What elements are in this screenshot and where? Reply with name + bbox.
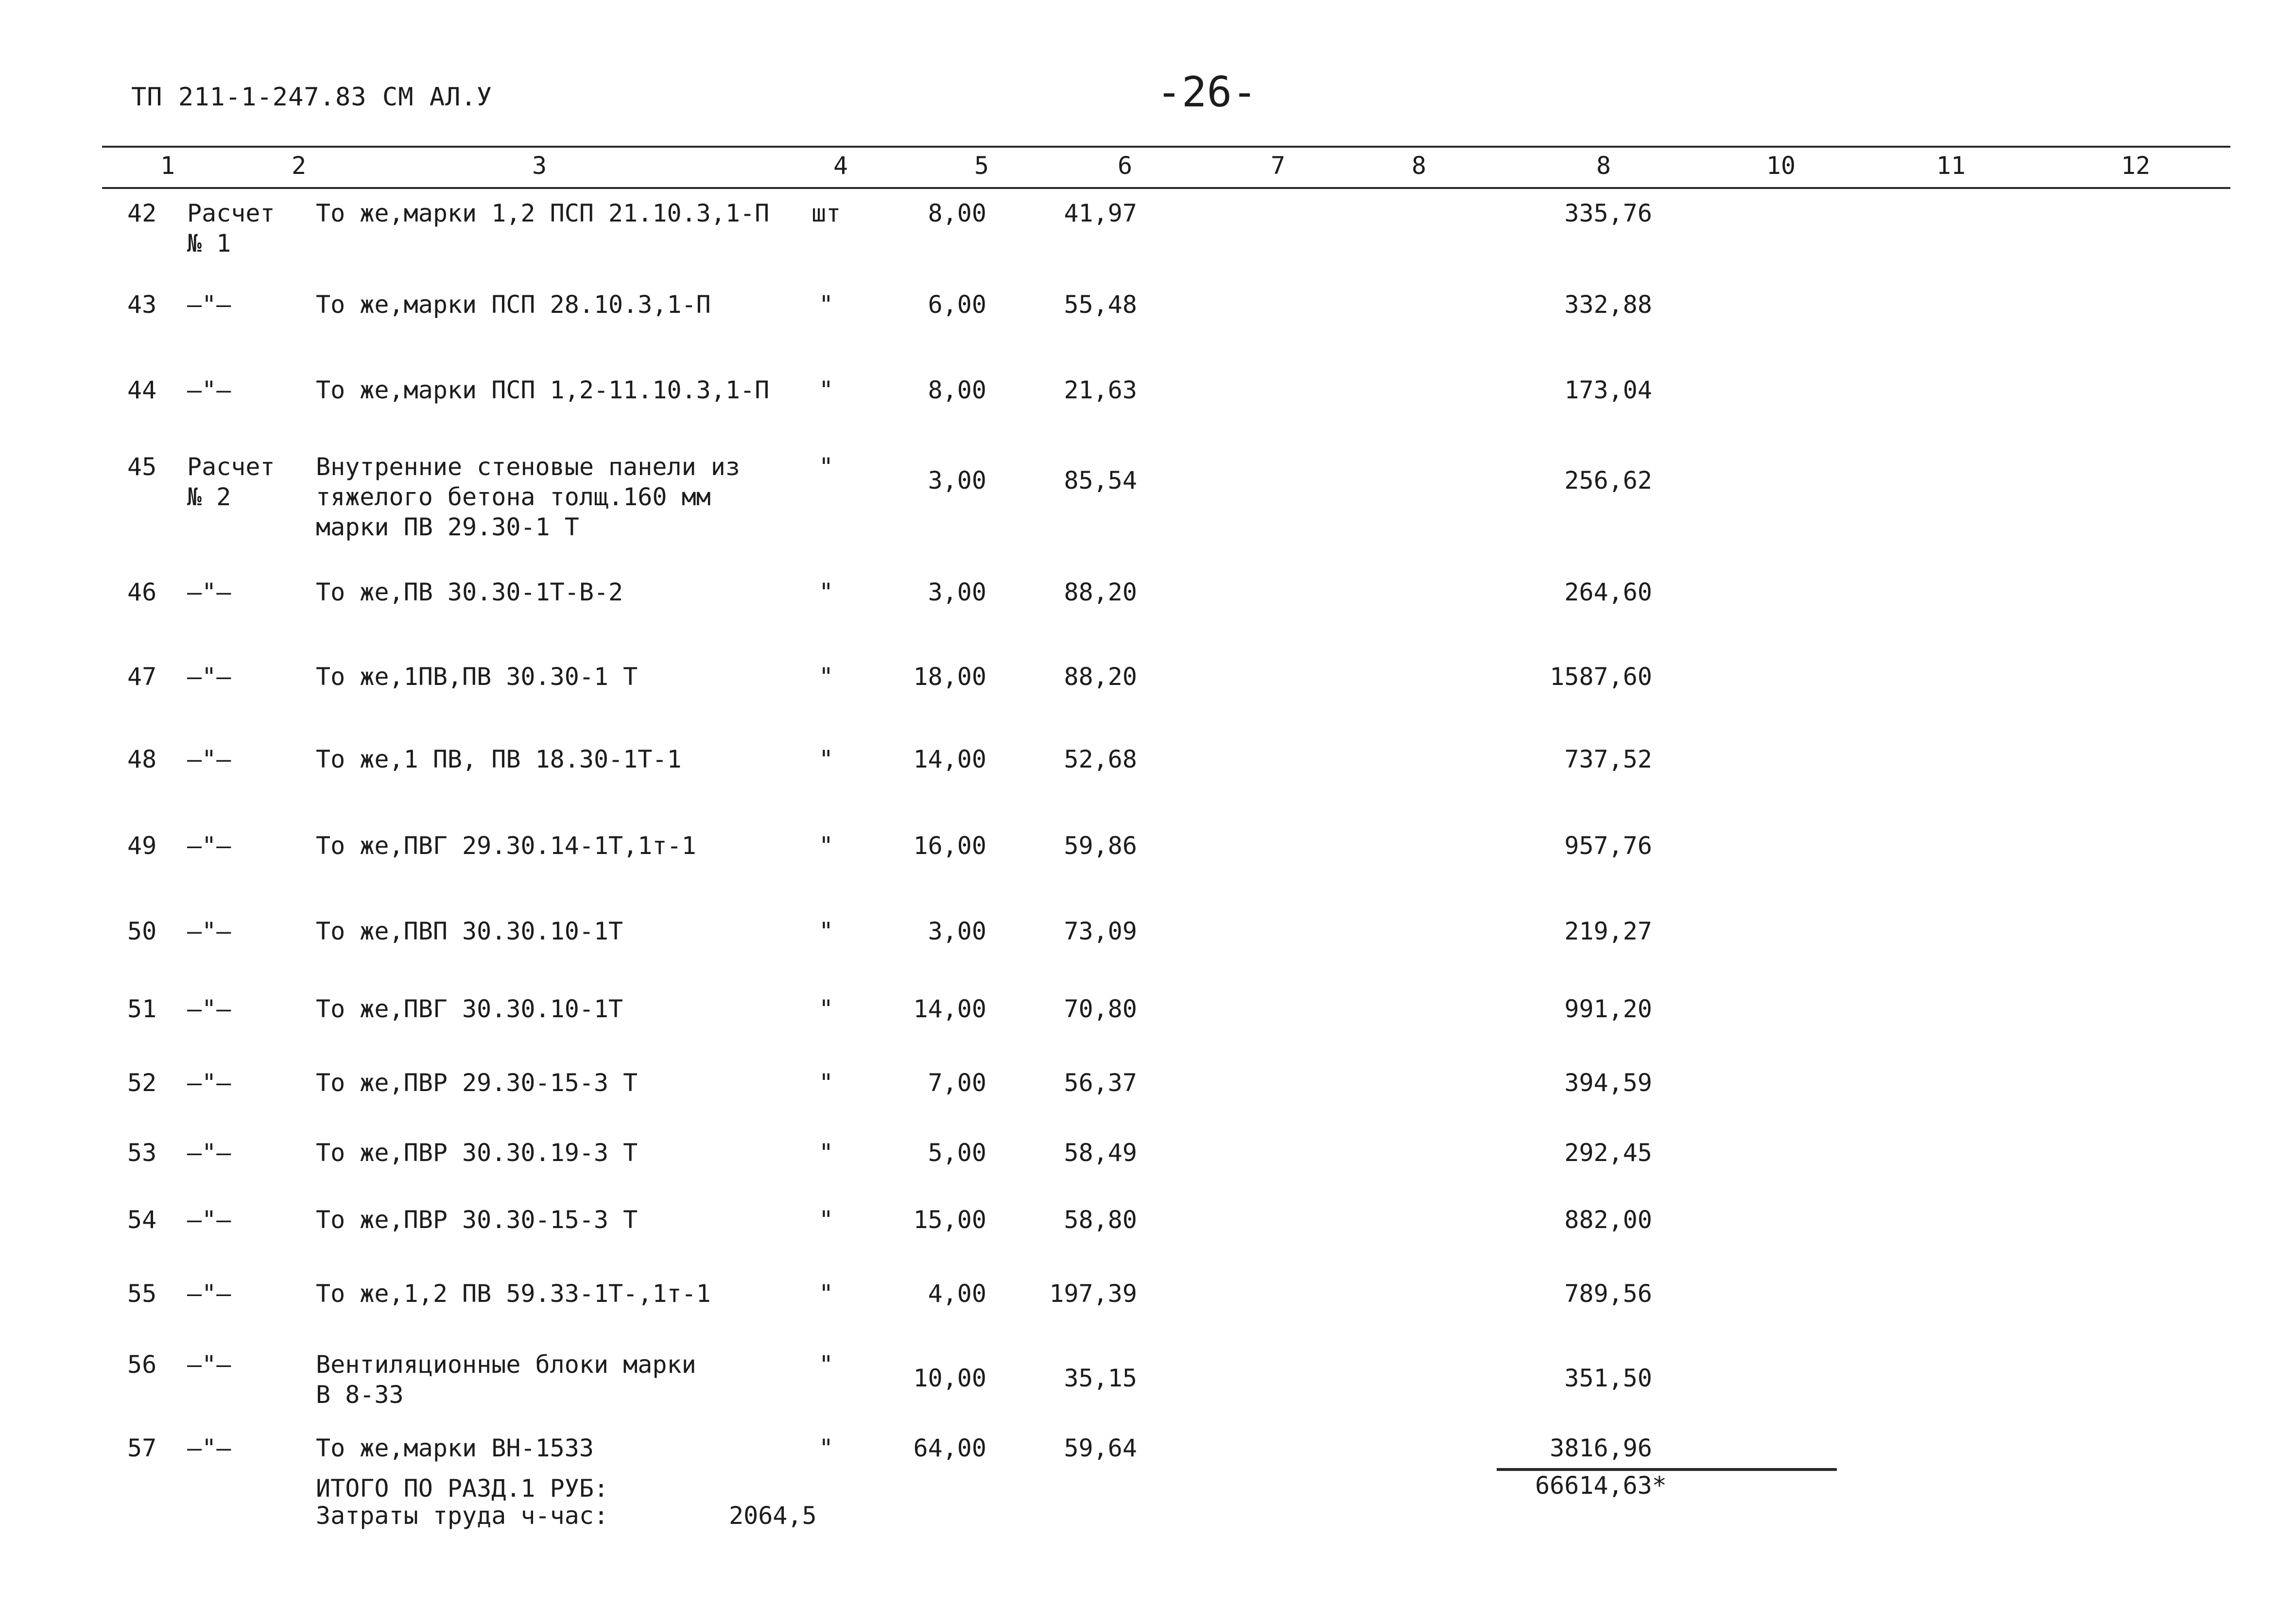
- row-description: То же,ПВ 30.30-1Т-В-2: [316, 578, 623, 606]
- row-quantity: 14,00: [913, 745, 986, 773]
- row-number: 51: [127, 995, 157, 1023]
- row-quantity: 16,00: [913, 832, 986, 860]
- row-number: 56: [127, 1350, 157, 1379]
- row-reference: Расчет № 1: [187, 199, 275, 257]
- row-unit-price: 88,20: [1064, 663, 1137, 691]
- row-unit: ": [818, 1350, 834, 1379]
- row-reference: —"—: [187, 290, 231, 319]
- row-unit: ": [818, 1434, 834, 1462]
- row-quantity: 7,00: [928, 1069, 986, 1097]
- row-total: 957,76: [1564, 832, 1652, 860]
- row-total: 264,60: [1564, 578, 1652, 606]
- row-reference: —"—: [187, 376, 231, 404]
- row-quantity: 4,00: [928, 1280, 986, 1308]
- row-number: 45: [127, 453, 157, 481]
- row-quantity: 3,00: [928, 466, 986, 495]
- row-reference: —"—: [187, 745, 231, 773]
- row-unit: ": [818, 745, 834, 773]
- row-unit: ": [818, 453, 834, 481]
- row-quantity: 64,00: [913, 1434, 986, 1462]
- row-number: 50: [127, 917, 157, 945]
- row-description: То же,ПВР 29.30-15-3 Т: [316, 1069, 638, 1097]
- row-number: 49: [127, 832, 157, 860]
- row-quantity: 8,00: [928, 199, 986, 227]
- row-reference: —"—: [187, 578, 231, 606]
- row-unit-price: 88,20: [1064, 578, 1137, 606]
- row-total: 173,04: [1564, 376, 1652, 404]
- row-description: То же,марки ВН-1533: [316, 1434, 594, 1462]
- row-unit-price: 73,09: [1064, 917, 1137, 945]
- row-unit: ": [818, 995, 834, 1023]
- section-total-label: ИТОГО ПО РАЗД.1 РУБ:: [316, 1474, 609, 1503]
- row-unit: ": [818, 290, 834, 319]
- row-unit-price: 59,64: [1064, 1434, 1137, 1462]
- row-total: 1587,60: [1550, 663, 1652, 691]
- row-unit: ": [818, 1280, 834, 1308]
- row-total: 219,27: [1564, 917, 1652, 945]
- row-description: То же,1,2 ПВ 59.33-1Т-,1т-1: [316, 1280, 711, 1308]
- row-unit-price: 58,49: [1064, 1139, 1137, 1167]
- row-description: То же,марки 1,2 ПСП 21.10.3,1-П: [316, 199, 770, 227]
- row-unit: ": [818, 1069, 834, 1097]
- row-total: 737,52: [1564, 745, 1652, 773]
- row-unit: ": [818, 917, 834, 945]
- row-unit: ": [818, 578, 834, 606]
- row-description: Вентиляционные блоки марки В 8-33: [316, 1350, 696, 1409]
- table-header-rule: [102, 187, 2230, 189]
- row-number: 53: [127, 1139, 157, 1167]
- row-reference: —"—: [187, 1280, 231, 1308]
- row-unit-price: 59,86: [1064, 832, 1137, 860]
- row-number: 47: [127, 663, 157, 691]
- row-description: То же,1ПВ,ПВ 30.30-1 Т: [316, 663, 638, 691]
- row-unit-price: 56,37: [1064, 1069, 1137, 1097]
- row-description: То же,марки ПСП 1,2-11.10.3,1-П: [316, 376, 770, 404]
- row-quantity: 5,00: [928, 1139, 986, 1167]
- row-unit: ": [818, 1139, 834, 1167]
- row-description: Внутренние стеновые панели из тяжелого бетона толщ.160 мм марки ПВ 29.30-1 Т: [316, 453, 740, 541]
- row-reference: —"—: [187, 917, 231, 945]
- row-total: 882,00: [1564, 1206, 1652, 1234]
- row-total: 351,50: [1564, 1364, 1652, 1392]
- row-description: То же,1 ПВ, ПВ 18.30-1Т-1: [316, 745, 682, 773]
- row-number: 52: [127, 1069, 157, 1097]
- row-unit: ": [818, 832, 834, 860]
- row-unit-price: 197,39: [1049, 1280, 1137, 1308]
- document-code: ТП 211-1-247.83 СМ АЛ.У: [131, 83, 493, 112]
- row-quantity: 18,00: [913, 663, 986, 691]
- row-total: 256,62: [1564, 466, 1652, 495]
- row-reference: —"—: [187, 1206, 231, 1234]
- labor-cost-value: 2064,5: [729, 1502, 817, 1530]
- row-unit-price: 52,68: [1064, 745, 1137, 773]
- row-total: 292,45: [1564, 1139, 1652, 1167]
- row-total: 335,76: [1564, 199, 1652, 227]
- labor-cost-label: Затраты труда ч-час:: [316, 1502, 609, 1530]
- row-unit: шт: [811, 199, 841, 227]
- row-unit-price: 58,80: [1064, 1206, 1137, 1234]
- row-reference: —"—: [187, 1350, 231, 1379]
- row-reference: —"—: [187, 1139, 231, 1167]
- row-quantity: 10,00: [913, 1364, 986, 1392]
- row-quantity: 15,00: [913, 1206, 986, 1234]
- row-total: 3816,96: [1550, 1434, 1652, 1462]
- row-unit-price: 21,63: [1064, 376, 1137, 404]
- row-reference: Расчет № 2: [187, 453, 275, 511]
- row-unit-price: 41,97: [1064, 199, 1137, 227]
- page-number: -26-: [1157, 68, 1258, 117]
- row-quantity: 3,00: [928, 578, 986, 606]
- row-unit-price: 70,80: [1064, 995, 1137, 1023]
- row-description: То же,ПВП 30.30.10-1Т: [316, 917, 623, 945]
- row-unit-price: 55,48: [1064, 290, 1137, 319]
- row-total: 991,20: [1564, 995, 1652, 1023]
- row-reference: —"—: [187, 832, 231, 860]
- section-total-value: 66614,63*: [1535, 1471, 1667, 1500]
- table-top-rule: [102, 146, 2230, 148]
- row-unit: ": [818, 1206, 834, 1234]
- row-description: То же,ПВГ 29.30.14-1Т,1т-1: [316, 832, 696, 860]
- row-description: То же,ПВР 30.30-15-3 Т: [316, 1206, 638, 1234]
- row-unit: ": [818, 663, 834, 691]
- row-unit-price: 85,54: [1064, 466, 1137, 495]
- total-rule: [1497, 1468, 1837, 1471]
- row-quantity: 3,00: [928, 917, 986, 945]
- row-number: 57: [127, 1434, 157, 1462]
- row-number: 43: [127, 290, 157, 319]
- row-quantity: 6,00: [928, 290, 986, 319]
- row-total: 394,59: [1564, 1069, 1652, 1097]
- row-reference: —"—: [187, 1069, 231, 1097]
- row-quantity: 14,00: [913, 995, 986, 1023]
- row-description: То же,ПВГ 30.30.10-1Т: [316, 995, 623, 1023]
- row-description: То же,ПВР 30.30.19-3 Т: [316, 1139, 638, 1167]
- row-unit: ": [818, 376, 834, 404]
- row-total: 332,88: [1564, 290, 1652, 319]
- row-reference: —"—: [187, 1434, 231, 1462]
- row-reference: —"—: [187, 995, 231, 1023]
- row-description: То же,марки ПСП 28.10.3,1-П: [316, 290, 711, 319]
- row-number: 42: [127, 199, 157, 227]
- row-number: 44: [127, 376, 157, 404]
- row-quantity: 8,00: [928, 376, 986, 404]
- row-number: 46: [127, 578, 157, 606]
- row-number: 54: [127, 1206, 157, 1234]
- row-number: 48: [127, 745, 157, 773]
- row-unit-price: 35,15: [1064, 1364, 1137, 1392]
- row-number: 55: [127, 1280, 157, 1308]
- row-total: 789,56: [1564, 1280, 1652, 1308]
- row-reference: —"—: [187, 663, 231, 691]
